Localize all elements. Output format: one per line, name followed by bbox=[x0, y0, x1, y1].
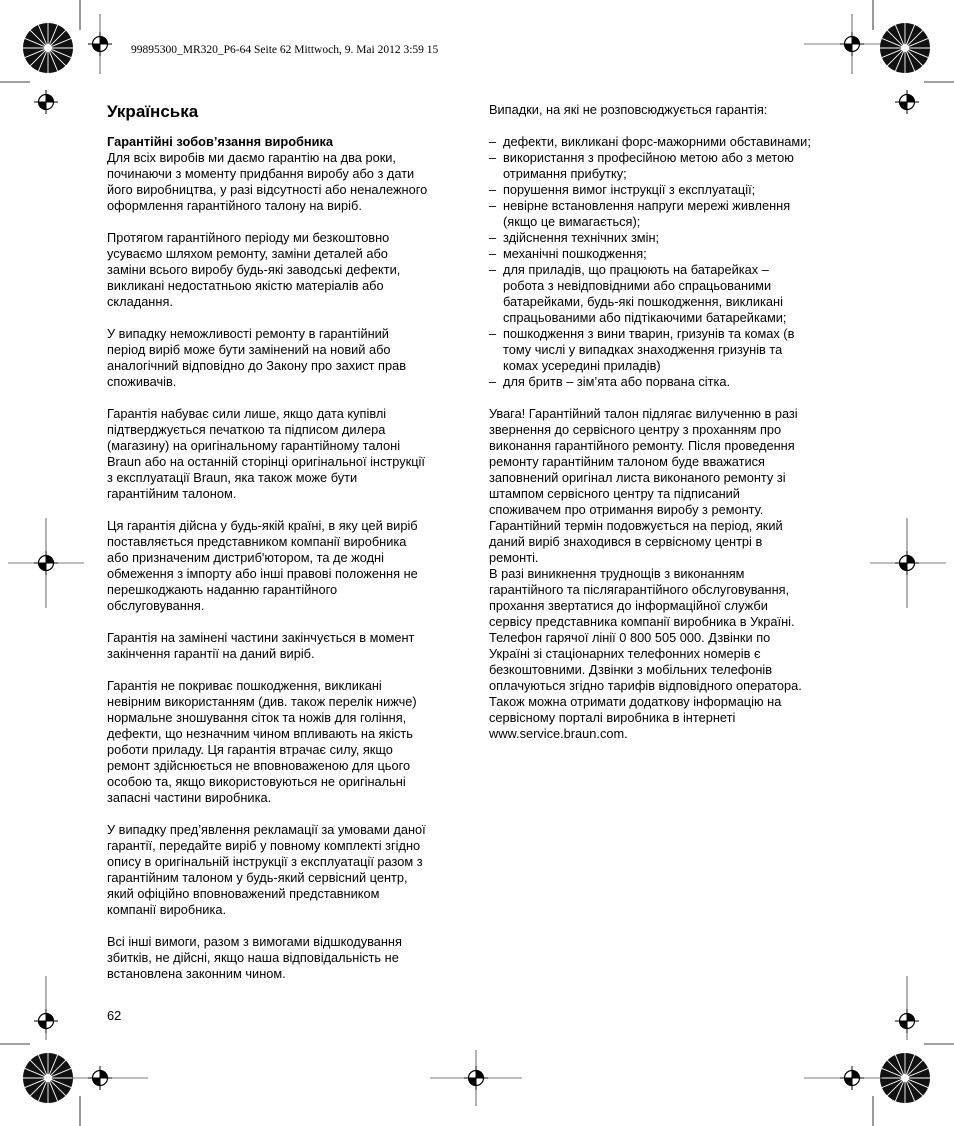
text-line: Україні зі стаціонарних телефонних номерів є bbox=[489, 646, 761, 661]
text-line: роботи приладу. Ця гарантія втрачає силу, якщо bbox=[107, 742, 393, 757]
text-line: особою та, якщо використовуються не оригінальні bbox=[107, 774, 406, 789]
text-line: безкоштовними. Дзвінки з мобільних телефонів bbox=[489, 662, 773, 677]
text-line: Телефон гарячої лінії 0 800 505 000. Дзвінки по bbox=[489, 630, 771, 645]
guarantee-paragraph bbox=[107, 150, 465, 214]
text-line: даний виріб знаходився в сервісному центрі в bbox=[489, 534, 763, 549]
list-dash: – bbox=[489, 326, 497, 341]
text-line: здійснення технічних змін; bbox=[503, 230, 660, 245]
text-line: Увага! Гарантійний талон підлягає вилученню в разі bbox=[489, 406, 798, 421]
list-dash: – bbox=[489, 198, 497, 213]
text-line: аналогічний відповідно до Закону про захист прав bbox=[107, 358, 407, 373]
text-line: (якщо це вимагається); bbox=[503, 214, 641, 229]
text-line: перешкоджають наданню гарантійного bbox=[107, 582, 338, 597]
text-line: Протягом гарантійного періоду ми безкоштовно bbox=[107, 230, 390, 245]
exclusion-item bbox=[489, 150, 849, 182]
language-title: Українська bbox=[107, 102, 199, 121]
text-line: викликані недостатньою якістю матеріалів або bbox=[107, 278, 384, 293]
text-line: Також можна отримати додаткову інформацію на bbox=[489, 694, 782, 709]
text-line: дефекти, що незначним чином впливають на якість bbox=[107, 726, 413, 741]
text-line: використання з професійною метою або з метою bbox=[503, 150, 794, 165]
text-line: опису в оригінальній інструкції з експлуатації разом з bbox=[107, 854, 423, 869]
list-dash: – bbox=[489, 246, 497, 261]
text-line: Гарантія набуває сили лише, якщо дата купівлі bbox=[107, 406, 387, 421]
exclusion-text bbox=[503, 262, 849, 326]
text-line: починаючи з моменту придбання виробу або з дати bbox=[107, 166, 415, 181]
text-line: (магазину) на оригінальному гарантійному талоні bbox=[107, 438, 401, 453]
text-line: комах усередині приладів) bbox=[503, 358, 661, 373]
list-dash: – bbox=[489, 230, 497, 245]
text-line: Braun або на останній сторінці оригінальної інструкції bbox=[107, 454, 425, 469]
text-line: усуваємо шляхом ремонту, заміни деталей або bbox=[107, 246, 388, 261]
exclusion-item bbox=[489, 182, 849, 198]
text-line: Всі інші вимоги, разом з вимогами відшкодування bbox=[107, 934, 402, 949]
guarantee-paragraph bbox=[107, 822, 465, 918]
text-line: споживачем про отримання виробу з ремонту. bbox=[489, 502, 764, 517]
exclusions-list bbox=[489, 134, 849, 390]
exclusion-item bbox=[489, 198, 849, 230]
guarantee-paragraph bbox=[107, 630, 465, 662]
text-line: для приладів, що працюють на батарейках – bbox=[503, 262, 769, 277]
text-line: закінчення гарантії на даний виріб. bbox=[107, 646, 315, 661]
warranty-notice bbox=[489, 406, 849, 742]
exclusion-item bbox=[489, 374, 849, 390]
text-line: порушення вимог інструкції з експлуатації; bbox=[503, 182, 756, 197]
left-column bbox=[107, 134, 465, 982]
text-line: отримання прибутку; bbox=[503, 166, 627, 181]
text-line: збитків, не дійсні, якщо наша відповідальність не bbox=[107, 950, 399, 965]
text-line: або призначеним дистриб'ютором, та де жодні bbox=[107, 550, 384, 565]
text-line: поставляється представником компанії виробника bbox=[107, 534, 407, 549]
exclusion-text bbox=[503, 230, 849, 246]
text-line: невірне встановлення напруги мережі живлення bbox=[503, 198, 791, 213]
exclusion-item bbox=[489, 134, 849, 150]
text-line: дефекти, викликані форс-мажорними обставинами; bbox=[503, 134, 811, 149]
exclusion-text bbox=[503, 246, 849, 262]
text-line: спрацьованими або підтікаючими батарейками; bbox=[503, 310, 787, 325]
exclusion-text bbox=[503, 182, 849, 198]
exclusion-item bbox=[489, 246, 849, 262]
list-dash: – bbox=[489, 182, 497, 197]
guarantee-subtitle: Гарантійні зобов’язання виробника bbox=[107, 134, 334, 149]
list-dash: – bbox=[489, 134, 497, 149]
guarantee-paragraph bbox=[107, 678, 465, 806]
text-line: з експлуатації Braun, яка також може бути bbox=[107, 470, 358, 485]
text-line: пошкодження з вини тварин, гризунів та комах (в bbox=[503, 326, 795, 341]
print-header: 99895300_MR320_P6-64 Seite 62 Mittwoch, 9. Mai 2012 3:59 15 bbox=[131, 44, 439, 56]
text-line: Гарантія на замінені частини закінчується в момент bbox=[107, 630, 415, 645]
text-line: запасні частини виробника. bbox=[107, 790, 272, 805]
text-line: нормальне зношування сіток та ножів для гоління, bbox=[107, 710, 407, 725]
text-line: заміни всього виробу будь-які заводські дефекти, bbox=[107, 262, 401, 277]
text-line: обслуговування. bbox=[107, 598, 205, 613]
text-line: сервісному порталі виробника в інтернеті bbox=[489, 710, 736, 725]
text-line: обмеження з імпорту або інші правові положення не bbox=[107, 566, 418, 581]
exclusion-item bbox=[489, 230, 849, 246]
text-line: Ця гарантія дійсна у будь-якій країні, в яку цей виріб bbox=[107, 518, 418, 533]
text-line: www.service.braun.com. bbox=[489, 726, 628, 741]
text-line: робота з невідповідними або спрацьованими bbox=[503, 278, 772, 293]
guarantee-paragraph bbox=[107, 934, 465, 982]
text-line: Гарантійний термін подовжується на період, який bbox=[489, 518, 783, 533]
exclusion-text bbox=[503, 198, 849, 230]
list-dash: – bbox=[489, 374, 497, 389]
text-line: підтверджується печаткою та підписом дилера bbox=[107, 422, 386, 437]
text-line: У випадку неможливості ремонту в гарантійний bbox=[107, 326, 389, 341]
text-line: споживачів. bbox=[107, 374, 177, 389]
text-line: виконання гарантійного ремонту. Після проведення bbox=[489, 438, 795, 453]
text-line: оплачуються згідно тарифів відповідного оператора. bbox=[489, 678, 802, 693]
list-dash: – bbox=[489, 150, 497, 165]
text-line: для бритв – зім’ята або порвана сітка. bbox=[503, 374, 731, 389]
text-line: гарантійного та післягарантійного обслуговування, bbox=[489, 582, 790, 597]
guarantee-paragraph bbox=[107, 406, 465, 502]
text-line: ремонті. bbox=[489, 550, 539, 565]
exclusion-text bbox=[503, 326, 849, 374]
exclusion-item bbox=[489, 262, 849, 326]
text-line: оформлення гарантійного талону на виріб. bbox=[107, 198, 362, 213]
exclusion-text bbox=[503, 150, 849, 182]
text-line: невірним використанням (див. також перелік нижче) bbox=[107, 694, 417, 709]
text-line: У випадку пред’явлення рекламації за умовами даної bbox=[107, 822, 426, 837]
text-line: Для всіх виробів ми даємо гарантію на два роки, bbox=[107, 150, 396, 165]
guarantee-paragraph bbox=[107, 326, 465, 390]
text-line: В разі виникнення труднощів з виконанням bbox=[489, 566, 745, 581]
text-line: прохання звертатися до інформаційної служби bbox=[489, 598, 768, 613]
guarantee-paragraph bbox=[107, 230, 465, 310]
exclusion-text bbox=[503, 374, 849, 390]
guarantee-paragraphs bbox=[107, 150, 465, 982]
text-line: Гарантія не покриває пошкодження, викликані bbox=[107, 678, 382, 693]
text-line: гарантійним талоном у будь-який сервісний центр, bbox=[107, 870, 408, 885]
text-line: ремонту гарантійним талоном буде вважатися bbox=[489, 454, 765, 469]
text-line: батарейками, будь-які пошкодження, викликані bbox=[503, 294, 783, 309]
right-column bbox=[489, 102, 849, 742]
text-line: встановлена законним чином. bbox=[107, 966, 286, 981]
page-number: 62 bbox=[107, 1008, 122, 1023]
text-line: штампом сервісного центру та підписаний bbox=[489, 486, 740, 501]
text-line: гарантійним талоном. bbox=[107, 486, 237, 501]
text-line: період виріб може бути замінений на новий або bbox=[107, 342, 391, 357]
text-line: тому числі у випадках знаходження гризунів та bbox=[503, 342, 783, 357]
list-dash: – bbox=[489, 262, 497, 277]
text-line: механічні пошкодження; bbox=[503, 246, 647, 261]
guarantee-paragraph bbox=[107, 518, 465, 614]
text-line: компанії виробника. bbox=[107, 902, 227, 917]
text-line: ремонт здійснюється не вповноваженою для цього bbox=[107, 758, 411, 773]
text-line: його виробництва, у разі відсутності або неналежного bbox=[107, 182, 428, 197]
text-line: складання. bbox=[107, 294, 173, 309]
exclusion-item bbox=[489, 326, 849, 374]
text-line: звернення до сервісного центру з проханням про bbox=[489, 422, 782, 437]
text-line: гарантії, передайте виріб у повному комплекті згідно bbox=[107, 838, 421, 853]
text-line: заповнений оригінал листа виконаного ремонту зі bbox=[489, 470, 786, 485]
exclusions-intro: Випадки, на які не розповсюджується гарантія: bbox=[489, 102, 768, 117]
exclusion-text bbox=[503, 134, 849, 150]
text-line: сервісу представника компанії виробника в Україні. bbox=[489, 614, 795, 629]
text-line: який офіційно вповноважений представником bbox=[107, 886, 380, 901]
